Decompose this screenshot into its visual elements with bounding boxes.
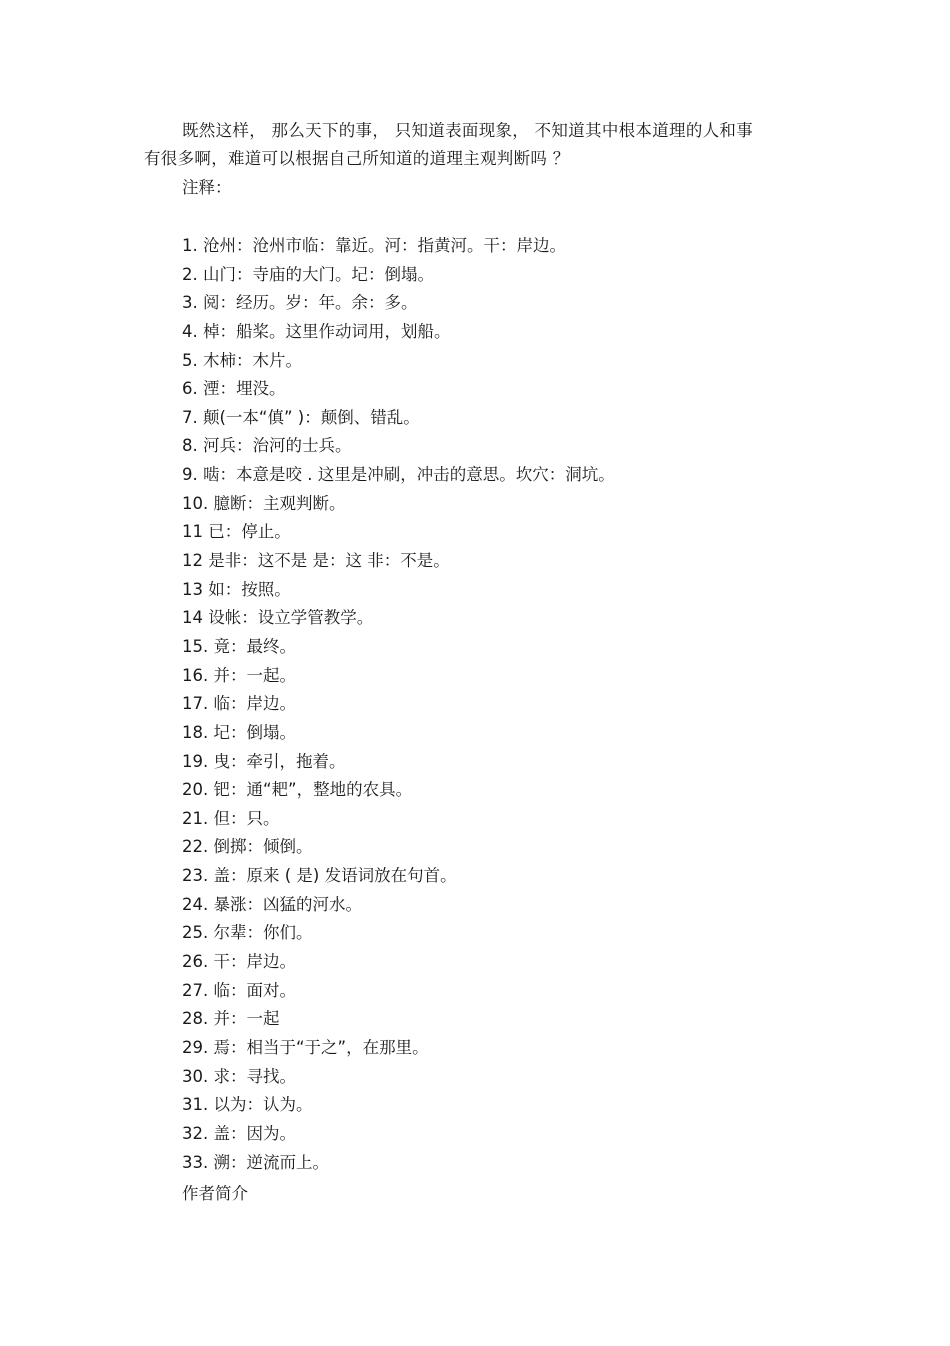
note-item: 31. 以为：认为。 (182, 1095, 313, 1115)
note-item: 28. 并：一起 (182, 1009, 280, 1029)
note-item: 21. 但：只。 (182, 808, 280, 828)
note-item: 12 是非：这不是 是：这 非：不是。 (182, 551, 450, 571)
note-item: 16. 并：一起。 (182, 665, 296, 685)
note-item: 8. 河兵：治河的士兵。 (182, 436, 352, 456)
note-item: 10. 臆断：主观判断。 (182, 493, 346, 513)
note-item: 22. 倒掷：倾倒。 (182, 837, 313, 857)
note-item: 20. 钯：通“耙”，整地的农具。 (182, 780, 413, 800)
note-item: 14 设帐：设立学管教学。 (182, 608, 374, 628)
note-item: 5. 木柿：木片。 (182, 350, 302, 370)
note-item: 19. 曳：牵引，拖着。 (182, 751, 346, 771)
note-item: 7. 颠(一本“傎” )：颠倒、错乱。 (182, 407, 420, 427)
note-item: 30. 求：寻找。 (182, 1066, 296, 1086)
note-item: 26. 干：岸边。 (182, 952, 296, 972)
note-item: 1. 沧州：沧州市临：靠近。河：指黄河。干：岸边。 (182, 236, 566, 255)
note-item: 18. 圮：倒塌。 (182, 722, 296, 742)
author-heading: 作者简介 (182, 1184, 248, 1203)
note-item: 17. 临：岸边。 (182, 694, 296, 714)
note-item: 3. 阅：经历。岁：年。余：多。 (182, 293, 418, 313)
note-item: 33. 溯：逆流而上。 (182, 1152, 329, 1172)
note-item: 32. 盖：因为。 (182, 1123, 296, 1143)
notes-list (182, 235, 615, 1180)
note-item: 4. 棹：船桨。这里作动词用，划船。 (182, 321, 451, 341)
note-item: 2. 山门：寺庙的大门。圮：倒塌。 (182, 264, 434, 284)
paragraph-line-1: 既然这样， 那么天下的事， 只知道表面现象， 不知道其中根本道理的人和事 (182, 121, 754, 140)
note-item: 27. 临：面对。 (182, 980, 296, 1000)
note-item: 15. 竟：最终。 (182, 636, 296, 656)
note-item: 24. 暴涨：凶猛的河水。 (182, 894, 362, 914)
note-item: 9. 啮：本意是咬 . 这里是冲刷，冲击的意思。坎穴：洞坑。 (182, 465, 615, 485)
note-item: 25. 尔辈：你们。 (182, 923, 313, 943)
note-item: 23. 盖：原来 ( 是) 发语词放在句首。 (182, 866, 457, 886)
note-item: 13 如：按照。 (182, 579, 291, 599)
note-item: 6. 湮：埋没。 (182, 379, 286, 399)
note-item: 29. 焉：相当于“于之”，在那里。 (182, 1037, 429, 1057)
notes-heading: 注释： (182, 178, 232, 197)
paragraph-line-2: 有很多啊，难道可以根据自己所知道的道理主观判断吗 ？ (144, 149, 570, 168)
note-item: 11 已：停止。 (182, 522, 291, 542)
